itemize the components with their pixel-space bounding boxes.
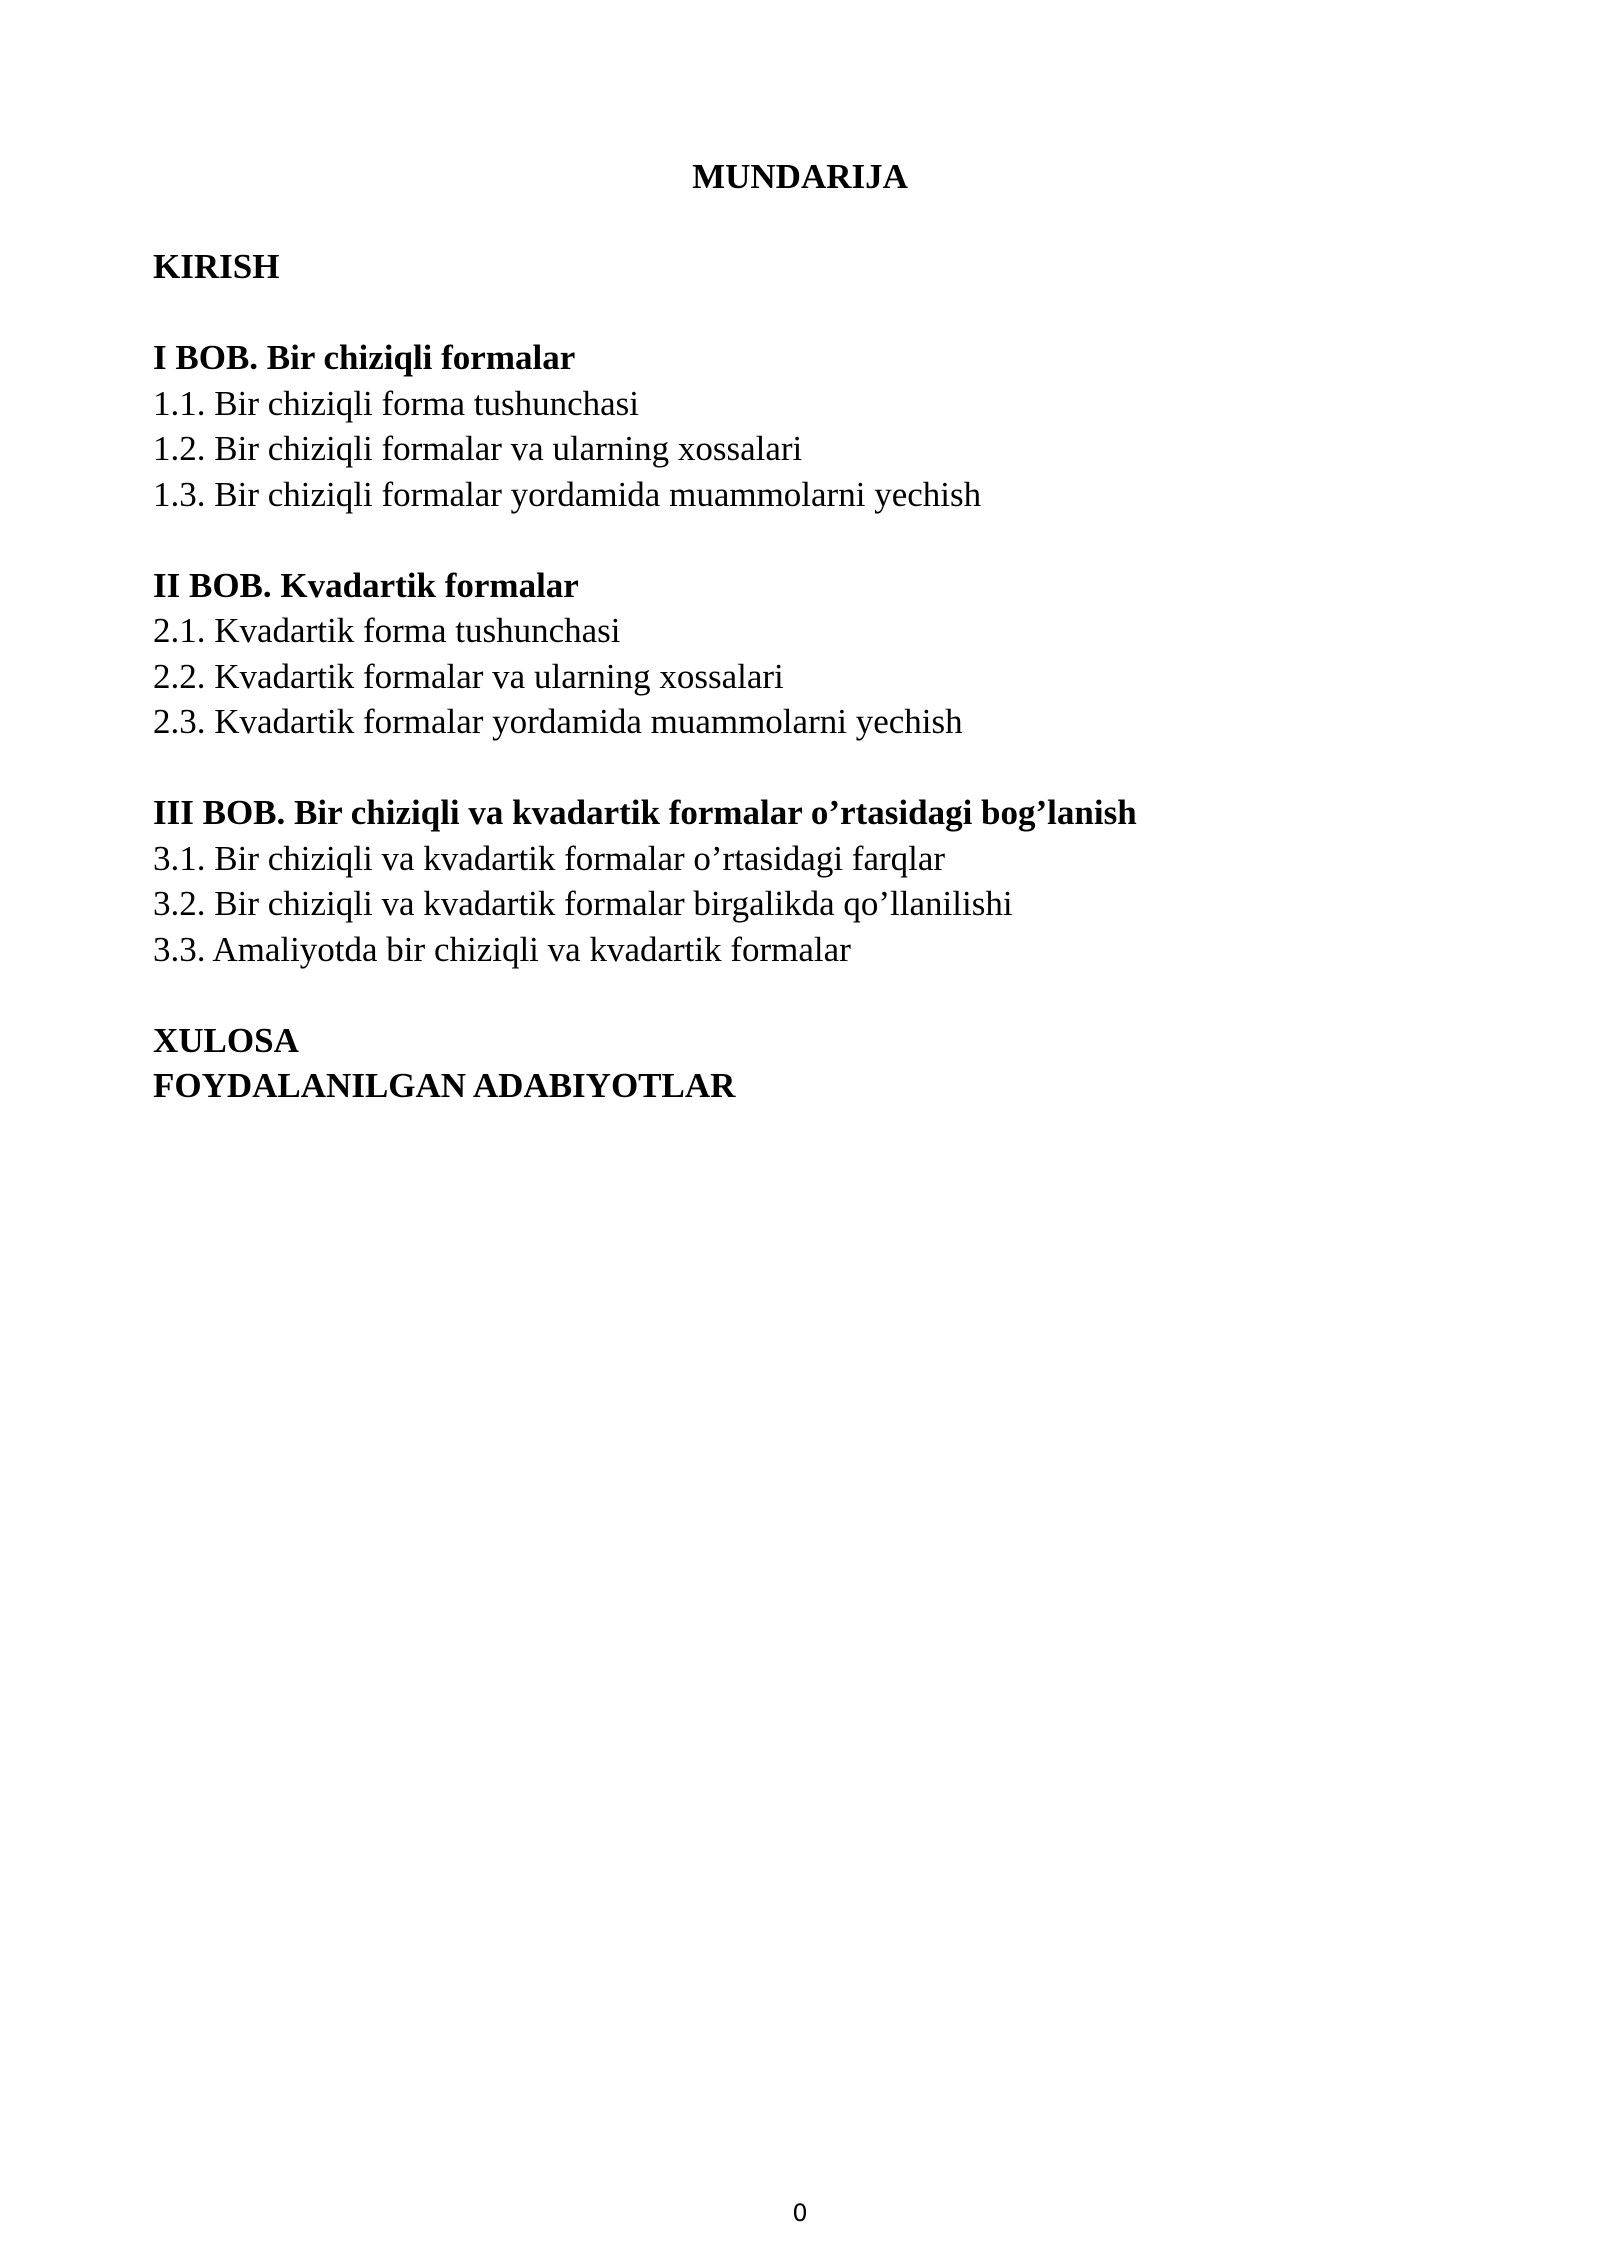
toc-section-2-1: 2.1. Kvadartik forma tushunchasi [153,611,621,650]
toc-section-1-2: 1.2. Bir chiziqli formalar va ularning xossalari [153,429,803,468]
toc-references: FOYDALANILGAN ADABIYOTLAR [153,1066,736,1105]
toc-section-1-3: 1.3. Bir chiziqli formalar yordamida muammolarni yechish [153,474,982,514]
toc-section-2-3: 2.3. Kvadartik formalar yordamida muammolarni yechish [153,702,963,741]
toc-spacer [153,290,1453,336]
toc-spacer [153,745,1453,791]
toc-chapter-3-heading: III BOB. Bir chiziqli va kvadartik formalar o’rtasidagi bog’lanish [153,793,1137,832]
page-title: MUNDARIJA [692,157,908,196]
toc-section-3-3: 3.3. Amaliyotda bir chiziqli va kvadartik formalar [153,929,851,969]
toc-section-1-1: 1.1. Bir chiziqli forma tushunchasi [153,383,640,423]
toc-introduction: KIRISH [153,247,280,286]
toc-spacer [153,517,1453,563]
toc-section-3-2: 3.2. Bir chiziqli va kvadartik formalar birgalikda qo’llanilishi [153,884,1013,923]
toc-section-2-2: 2.2. Kvadartik formalar va ularning xossalari [153,656,784,696]
toc-spacer [153,972,1453,1018]
toc-chapter-2-heading: II BOB. Kvadartik formalar [153,565,579,605]
toc-conclusion: XULOSA [153,1020,299,1060]
page-number: 0 [792,2199,808,2227]
toc-section-3-1: 3.1. Bir chiziqli va kvadartik formalar o’rtasidagi farqlar [153,838,946,878]
toc-chapter-1-heading: I BOB. Bir chiziqli formalar [153,338,576,377]
table-of-contents [153,244,1453,1109]
